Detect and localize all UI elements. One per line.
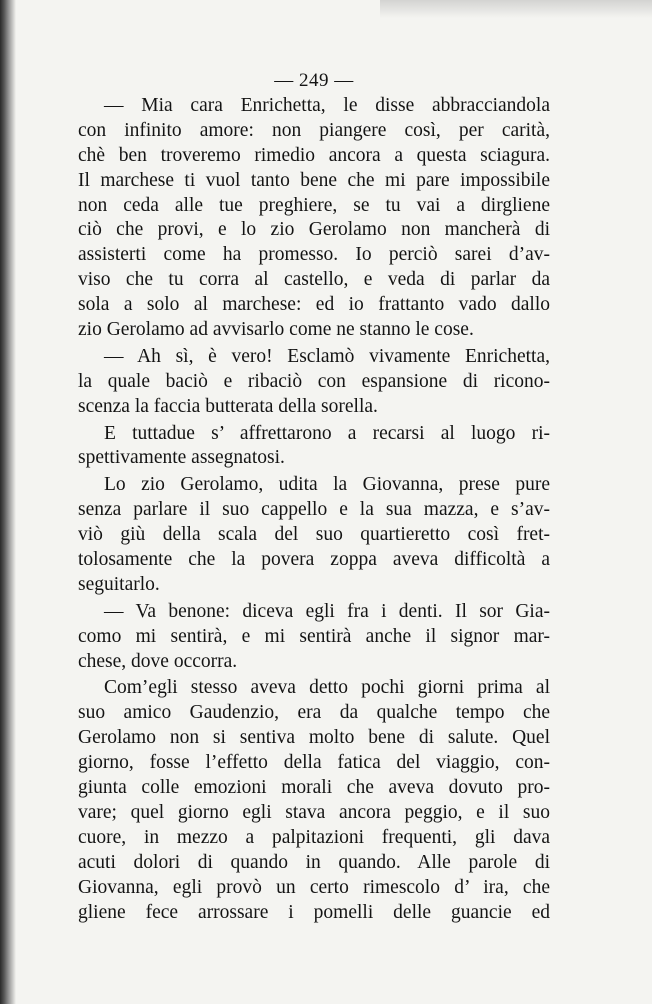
paragraph: [78, 676, 550, 925]
text-line: viso che tu corra al castello, e veda di parlar da: [78, 269, 550, 291]
text-line: senza parlare il suo cappello e la sua mazza, e s’av-: [78, 499, 550, 521]
text-line: como mi sentirà, e mi sentirà anche il signor mar-: [78, 625, 550, 647]
text-line: Com’egli stesso aveva detto pochi giorni prima al: [104, 677, 550, 699]
text-block: [78, 68, 550, 925]
text-line: Lo zio Gerolamo, udita la Giovanna, prese pure: [104, 474, 550, 496]
text-line: E tuttadue s’ affrettarono a recarsi al luogo ri-: [104, 422, 550, 444]
text-line: spettivamente assegnatosi.: [78, 447, 285, 469]
text-line: con infinito amore: non piangere così, per carità,: [78, 119, 550, 141]
text-line: Il marchese ti vuol tanto bene che mi pare impossibile: [78, 169, 550, 191]
text-line: vare; quel giorno egli stava ancora peggio, e il suo: [78, 801, 550, 823]
text-line: non ceda alle tue preghiere, se tu vai a dirgliene: [78, 194, 550, 216]
paragraph: [78, 473, 550, 597]
text-line: gliene fece arrossare i pomelli delle guancie ed: [78, 901, 550, 923]
text-line: viò giù della scala del suo quartieretto così fret-: [78, 524, 550, 546]
text-line: giunta colle emozioni morali che aveva dovuto pro-: [78, 777, 550, 799]
text-line: Giovanna, egli provò un certo rimescolo d’ ira, che: [78, 876, 550, 898]
text-line: — Va benone: diceva egli fra i denti. Il sor Gia-: [104, 600, 550, 622]
text-line: ciò che provi, e lo zio Gerolamo non mancherà di: [78, 219, 550, 241]
text-line: assisterti come ha promesso. Io perciò sarei d’av-: [78, 244, 550, 266]
paragraph: [78, 422, 550, 472]
paragraph: [78, 345, 550, 420]
text-line: scenza la faccia butterata della sorella.: [78, 395, 378, 417]
text-line: chè ben troveremo rimedio ancora a questa sciagura.: [78, 144, 550, 166]
text-line: zio Gerolamo ad avvisarlo come ne stanno le cose.: [78, 319, 474, 341]
text-line: giorno, fosse l’effetto della fatica del viaggio, con-: [78, 752, 550, 774]
paragraph: [78, 600, 550, 675]
text-line: chese, dove occorra.: [78, 650, 238, 672]
text-line: la quale baciò e ribaciò con espansione di ricono-: [78, 370, 550, 392]
text-line: — Mia cara Enrichetta, le disse abbracciandola: [104, 95, 550, 116]
text-line: Gerolamo non si sentiva molto bene di salute. Quel: [78, 727, 550, 749]
text-line: suo amico Gaudenzio, era da qualche tempo che: [78, 702, 550, 724]
text-line: tolosamente che la povera zoppa aveva difficoltà a: [78, 549, 550, 571]
text-line: — Ah sì, è vero! Esclamò vivamente Enrichetta,: [104, 345, 550, 367]
page-edge-shadow: [380, 0, 652, 18]
text-line: acuti dolori di quando in quando. Alle parole di: [78, 851, 550, 873]
binding-shadow: [0, 0, 16, 1004]
paragraph: [78, 94, 550, 343]
text-line: sola a solo al marchese: ed io frattanto vado dallo: [78, 294, 550, 316]
text-line: cuore, in mezzo a palpitazioni frequenti, gli dava: [78, 826, 550, 848]
page-number: — 249 —: [274, 70, 354, 91]
text-line: seguitarlo.: [78, 573, 160, 595]
